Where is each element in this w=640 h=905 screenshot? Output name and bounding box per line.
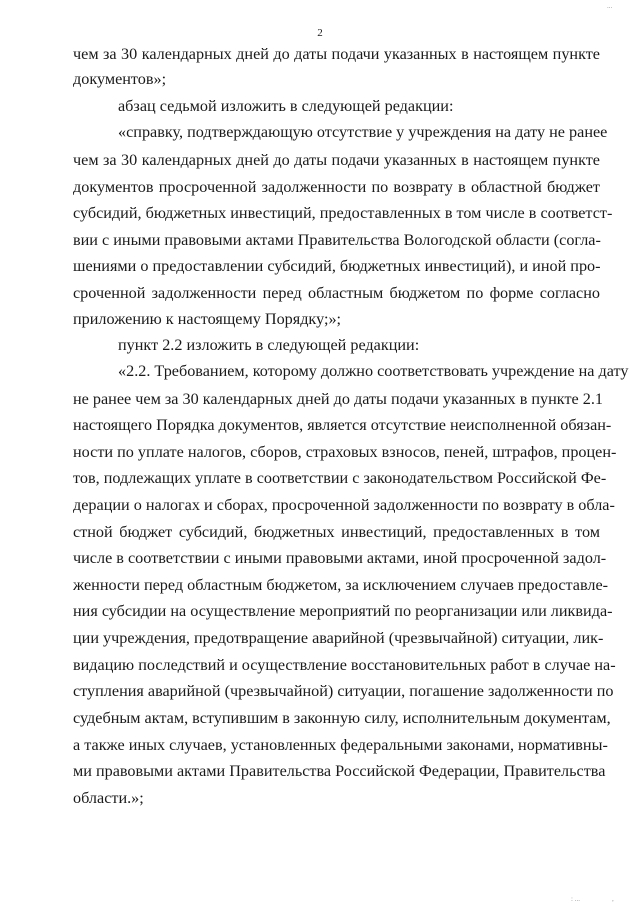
corner-scan-mark-bottom-right: , — [612, 895, 614, 903]
text-line: «2.2. Требованием, которому должно соответствовать учреждение на дату — [118, 362, 629, 380]
text-line: судебным актам, вступившим в законную силу, исполнительным документам, — [73, 709, 611, 727]
text-line: пункт 2.2 изложить в следующей редакции: — [118, 336, 420, 354]
text-line: документов просроченной задолженности по возврату в областной бюджет — [73, 178, 600, 196]
text-line: стной бюджет субсидий, бюджетных инвестиций, предоставленных в том — [73, 523, 600, 541]
text-line: видацию последствий и осуществление восстановительных работ в случае на- — [73, 656, 616, 674]
corner-scan-mark-bottom-left: : ... — [571, 895, 580, 903]
text-line: области.»; — [73, 789, 144, 807]
text-line: ми правовыми актами Правительства Российской Федерации, Правительства — [73, 762, 606, 780]
text-line: шениями о предоставлении субсидий, бюджетных инвестиций), и иной про- — [73, 257, 601, 275]
text-line: числе в соответствии с иными правовыми актами, иной просроченной задол- — [73, 549, 607, 567]
text-line: чем за 30 календарных дней до даты подачи указанных в настоящем пункте — [73, 45, 600, 63]
text-line: чем за 30 календарных дней до даты подачи указанных в настоящем пункте — [73, 151, 600, 169]
text-line: «справку, подтверждающую отсутствие у учреждения на дату не ранее — [118, 123, 608, 141]
page-number: 2 — [317, 27, 323, 39]
text-line: женности перед областным бюджетом, за исключением случаев предоставле- — [73, 576, 609, 594]
corner-scan-mark-top: ... — [607, 2, 613, 10]
text-line: приложению к настоящему Порядку;»; — [73, 310, 342, 328]
text-line: ния субсидии на осуществление мероприятий по реорганизации или ликвида- — [73, 602, 613, 620]
text-line: ступления аварийной (чрезвычайной) ситуации, погашение задолженности по — [73, 682, 614, 700]
text-line: субсидий, бюджетных инвестиций, предоставленных в том числе в соответст- — [73, 204, 613, 222]
text-line: вии с иными правовыми актами Правительства Вологодской области (согла- — [73, 231, 601, 249]
text-line: не ранее чем за 30 календарных дней до даты подачи указанных в пункте 2.1 — [73, 390, 603, 408]
text-line: тов, подлежащих уплате в соответствии с законодательством Российской Фе- — [73, 469, 607, 487]
text-line: а также иных случаев, установленных федеральными законами, нормативны- — [73, 736, 608, 754]
text-line: настоящего Порядка документов, является отсутствие неисполненной обязан- — [73, 416, 612, 434]
text-line: ности по уплате налогов, сборов, страховых взносов, пеней, штрафов, процен- — [73, 443, 617, 461]
text-line: документов»; — [73, 70, 167, 88]
text-line: сроченной задолженности перед областным бюджетом по форме согласно — [73, 284, 600, 302]
text-line: ции учреждения, предотвращение аварийной (чрезвычайной) ситуации, лик- — [73, 629, 604, 647]
text-line: дерации о налогах и сборах, просроченной задолженности по возврату в обла- — [73, 496, 615, 514]
text-line: абзац седьмой изложить в следующей редакции: — [118, 97, 454, 115]
